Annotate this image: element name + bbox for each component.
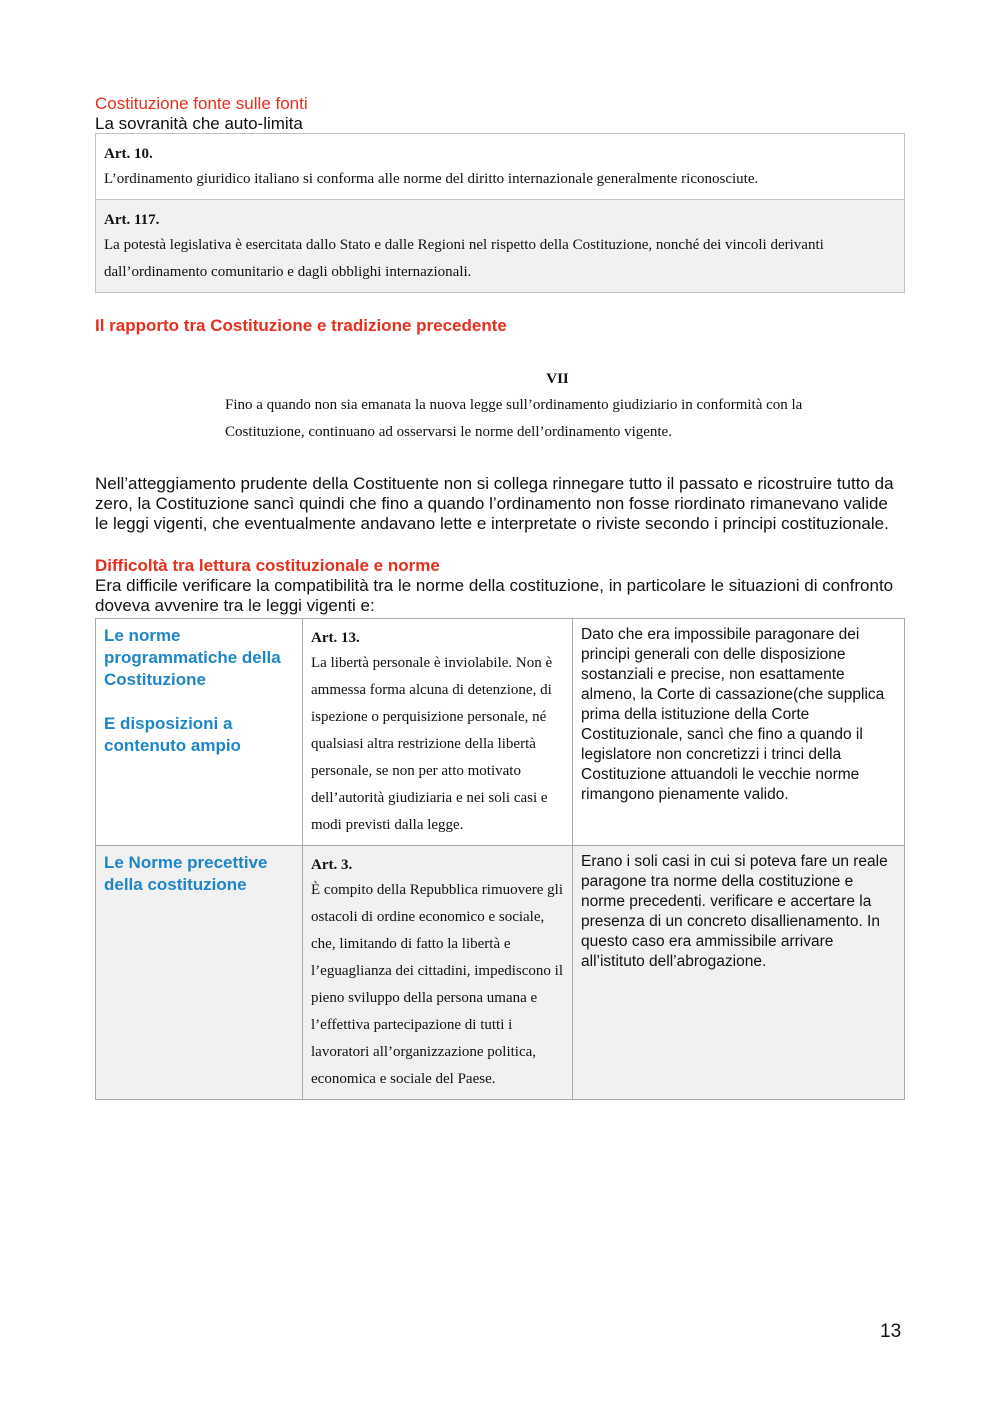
page-content — [95, 94, 905, 1100]
article-cell — [303, 846, 573, 1100]
quote-text: Fino a quando non sia emanata la nuova legge sull’ordinamento giudiziario in conformità con la Costituzione, continuano ad osservarsi le norme dell’ordinamento vigente. — [225, 397, 803, 440]
table-row — [96, 619, 905, 846]
section-subtitle: La sovranità che auto-limita — [95, 114, 303, 133]
comparison-table — [95, 618, 905, 1100]
article-row — [96, 134, 905, 200]
norm-type-label: Le Norme precettive della costituzione — [104, 853, 268, 894]
article-text: La potestà legislativa è esercitata dallo Stato e dalle Regioni nel rispetto della Costituzione, nonché dei vincoli derivanti dall’ordinamento comunitario e dagli obblighi internazionali. — [104, 237, 824, 280]
table-row — [96, 846, 905, 1100]
quote-block — [225, 366, 885, 446]
article-text: È compito della Repubblica rimuovere gli ostacoli di ordine economico e sociale, che, limitando di fatto la libertà e l’eguaglianza dei cittadini, impediscono il pieno sviluppo della persona umana e l’effettiva partecipazione di tutti i lavoratori all’organizzazione politica, economica e sociale del Paese. — [311, 882, 564, 1087]
article-cell — [96, 134, 905, 200]
section-title-difficolta: Difficoltà tra lettura costituzionale e norme — [95, 556, 440, 575]
paragraph-costituente: Nell’atteggiamento prudente della Costituente non si collega rinnegare tutto il passato e ricostruire tutto da zero, la Costituzione sancì quindi che fino a quando l’ordinamento non fosse riordinato rimanevano valide le leggi vigenti, che eventualmente andavano lette e interpretate o riviste secondo i principi costituzionale. — [95, 474, 894, 533]
articles-table — [95, 133, 905, 293]
article-title: Art. 3. — [311, 857, 353, 873]
section-title-fonte: Costituzione fonte sulle fonti — [95, 94, 308, 113]
norm-type-label: Le norme programmatiche della Costituzione — [104, 626, 281, 689]
page-number: 13 — [880, 1321, 902, 1342]
article-text: La libertà personale è inviolabile. Non è ammessa forma alcuna di detenzione, di ispezione o perquisizione personale, né qualsiasi altra restrizione della libertà personale, se non per atto motivato dell’autorità giudiziaria e nei soli casi e modi previsti dalla legge. — [311, 655, 553, 833]
comment-cell: Dato che era impossibile paragonare dei principi generali con delle disposizione sostanziali e precise, non esattamente almeno, la Corte di cassazione(che supplica prima della istituzione della Corte Costituzionale, sancì che fino a quando il legislatore non concretizzi i trinci della Costituzione attuandoli le vecchie norme rimangono pienamente valido. — [573, 619, 905, 846]
norm-type-cell — [96, 846, 303, 1100]
norm-type-label-secondary: E disposizioni a contenuto ampio — [104, 714, 241, 755]
norm-type-cell — [96, 619, 303, 846]
article-cell — [303, 619, 573, 846]
section-intro: Era difficile verificare la compatibilità tra le norme della costituzione, in particolare le situazioni di confronto doveva avvenire tra le leggi vigenti e: — [95, 576, 894, 615]
comment-cell: Erano i soli casi in cui si poteva fare un reale paragone tra norme della costituzione e norme precedenti. verificare e accertare la presenza di un concreto disallienamento. In questo caso era ammissibile arrivare all’istituto dell’abrogazione. — [573, 846, 905, 1100]
article-row — [96, 200, 905, 293]
section-title-rapporto: Il rapporto tra Costituzione e tradizione precedente — [95, 316, 507, 335]
article-cell — [96, 200, 905, 293]
article-title: Art. 10. — [104, 146, 153, 162]
article-title: Art. 13. — [311, 630, 360, 646]
article-title: Art. 117. — [104, 212, 160, 228]
article-text: L’ordinamento giuridico italiano si conforma alle norme del diritto internazionale generalmente riconosciute. — [104, 171, 759, 187]
quote-title: VII — [546, 371, 569, 387]
